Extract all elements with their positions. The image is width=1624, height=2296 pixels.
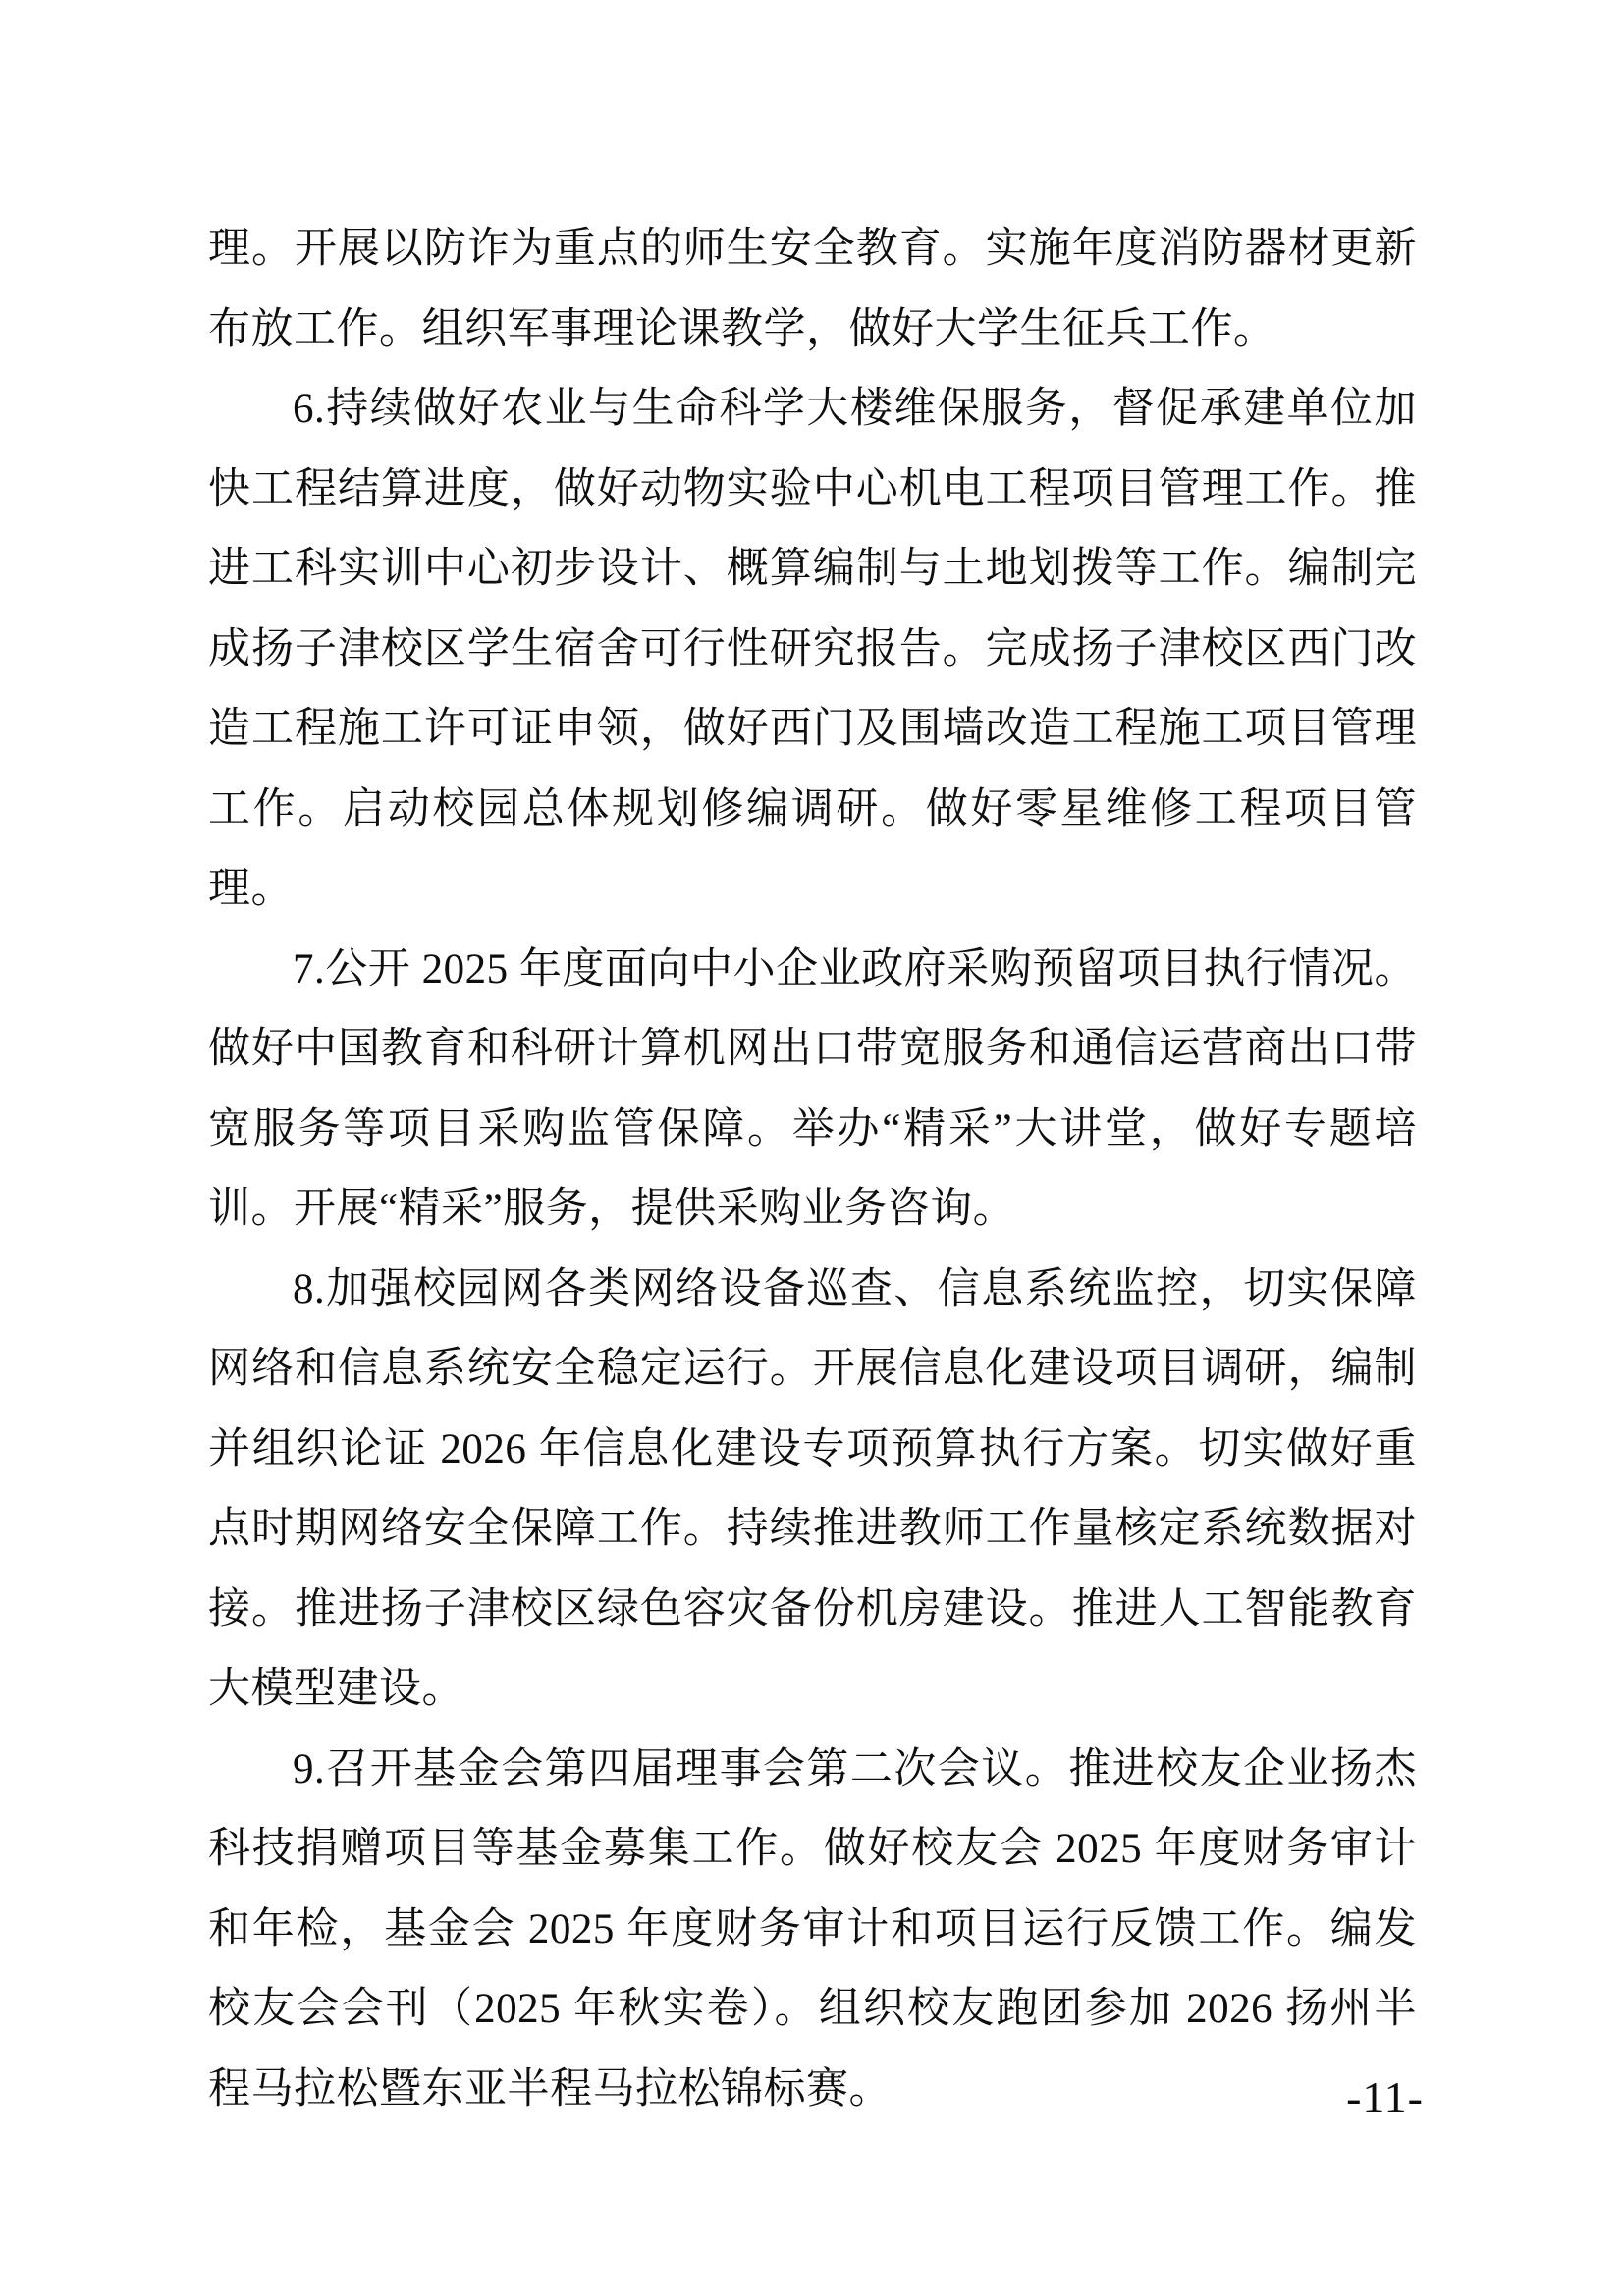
body-paragraph-continuation: 理。开展以防诈为重点的师生安全教育。实施年度消防器材更新布放工作。组织军事理论课教学，做好大学生征兵工作。 (208, 226, 1417, 352)
document-body (208, 209, 1417, 2129)
body-paragraph-item-7: 7.公开 2025 年度面向中小企业政府采购预留项目执行情况。做好中国教育和科研计算机网出口带宽服务和通信运营商出口带宽服务等项目采购监管保障。举办“精采”大讲堂，做好专题培训。开展“精采”服务，提供采购业务咨询。 (208, 945, 1417, 1232)
body-paragraph-item-6: 6.持续做好农业与生命科学大楼维保服务，督促承建单位加快工程结算进度，做好动物实验中心机电工程项目管理工作。推进工科实训中心初步设计、概算编制与土地划拨等工作。编制完成扬子津校区学生宿舍可行性研究报告。完成扬子津校区西门改造工程施工许可证申领，做好西门及围墙改造工程施工项目管理工作。启动校园总体规划修编调研。做好零星维修工程项目管理。 (208, 386, 1417, 912)
body-paragraph-item-9: 9.召开基金会第四届理事会第二次会议。推进校友企业扬杰科技捐赠项目等基金募集工作。做好校友会 2025 年度财务审计和年检，基金会 2025 年度财务审计和项目运行反馈工作。编发校友会会刊（2025 年秋实卷）。组织校友跑团参加 2026 扬州半程马拉松暨东亚半程马拉松锦标赛。 (208, 1745, 1417, 2112)
page-number: -11- (1346, 2072, 1424, 2122)
body-paragraph-item-8: 8.加强校园网各类网络设备巡查、信息系统监控，切实保障网络和信息系统安全稳定运行。开展信息化建设项目调研，编制并组织论证 2026 年信息化建设专项预算执行方案。切实做好重点时期网络安全保障工作。持续推进教师工作量核定系统数据对接。推进扬子津校区绿色容灾备份机房建设。推进人工智能教育大模型建设。 (208, 1265, 1417, 1712)
